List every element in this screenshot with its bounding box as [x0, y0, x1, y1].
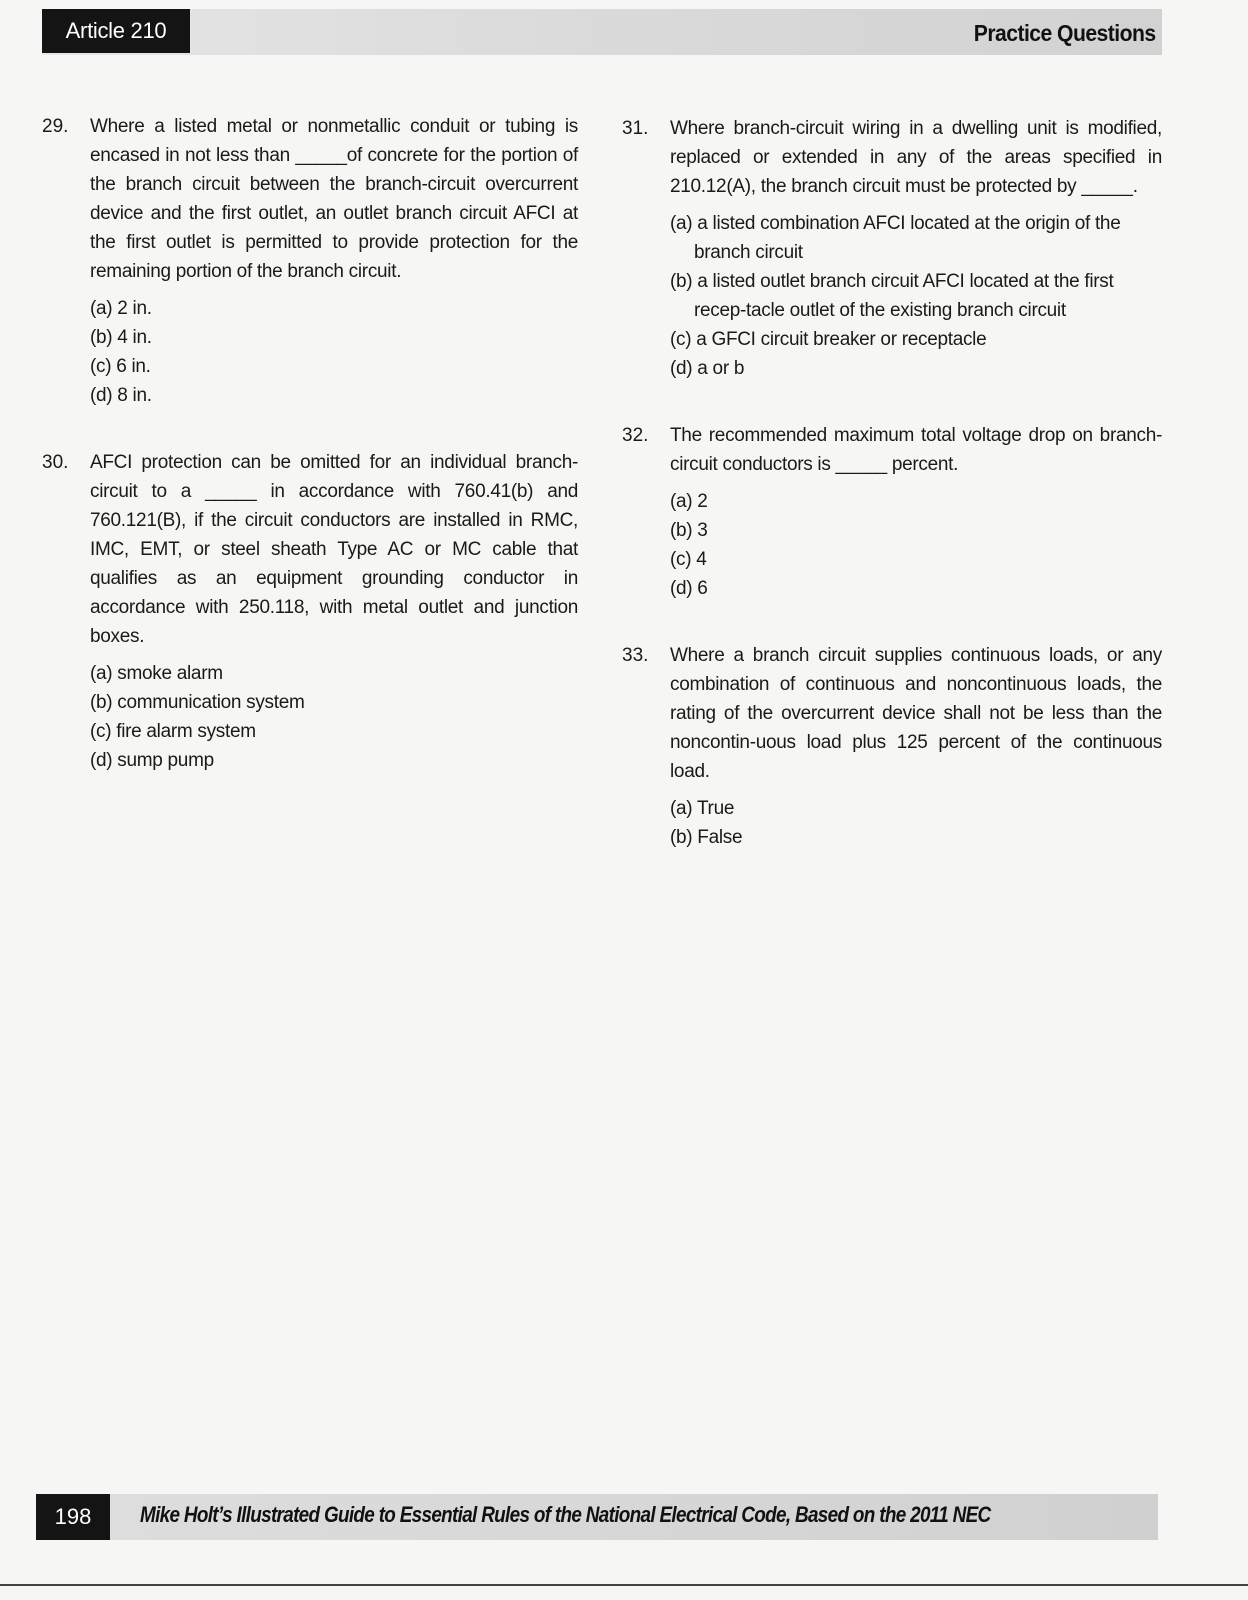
question-number: 31.: [622, 118, 649, 139]
question-number: 30.: [42, 452, 69, 473]
answer-option: (b) 3: [670, 520, 708, 541]
answer-options: [670, 209, 1162, 383]
right-column: [622, 114, 1162, 890]
answer-option: (a) 2 in.: [90, 298, 152, 319]
answer-option: (d) 8 in.: [90, 385, 152, 406]
question-33: [622, 641, 1162, 852]
article-label: Article 210: [42, 9, 190, 53]
answer-options: [670, 487, 1162, 603]
answer-option: (c) a GFCI circuit breaker or receptacle: [670, 329, 987, 350]
question-number: 32.: [622, 425, 649, 446]
answer-options: [90, 294, 578, 410]
answer-option: (b) a listed outlet branch circuit AFCI located at the first recep-tacle outlet of the existing branch circuit: [670, 271, 1114, 321]
answer-option: (b) communication system: [90, 692, 305, 713]
answer-option: (b) False: [670, 827, 743, 848]
question-text: Where a listed metal or nonmetallic conduit or tubing is encased in not less than _____of concrete for the portion of the branch circuit between the branch-circuit overcurrent device and the first outlet, an outlet branch circuit AFCI at the first outlet is permitted to provide protection for the remaining portion of the branch circuit.: [90, 116, 578, 282]
question-text: Where branch-circuit wiring in a dwelling unit is modified, replaced or extended in any of the areas specified in 210.12(A), the branch circuit must be protected by _____.: [670, 118, 1162, 197]
answer-option: (a) smoke alarm: [90, 663, 223, 684]
question-29: [42, 112, 578, 410]
page-number: 198: [36, 1494, 110, 1540]
answer-option: (a) True: [670, 798, 735, 819]
question-text: The recommended maximum total voltage drop on branch-circuit conductors is _____ percent.: [670, 425, 1162, 475]
answer-options: [90, 659, 578, 775]
answer-option: (c) 4: [670, 549, 707, 570]
answer-options: [670, 794, 1162, 852]
question-32: [622, 421, 1162, 603]
answer-option: (d) 6: [670, 578, 708, 599]
question-text: AFCI protection can be omitted for an individual branch-circuit to a _____ in accordance with 760.41(b) and 760.121(B), if the circuit conductors are installed in RMC, IMC, EMT, or steel sheath Type AC or MC cable that qualifies as an equipment grounding conductor in accordance with 250.118, with metal outlet and junction boxes.: [90, 452, 578, 647]
answer-option: (a) 2: [670, 491, 708, 512]
question-30: [42, 448, 578, 775]
answer-option: (b) 4 in.: [90, 327, 152, 348]
answer-option: (d) sump pump: [90, 750, 214, 771]
section-title: Practice Questions: [974, 20, 1156, 46]
left-column: [42, 112, 578, 813]
answer-option: (d) a or b: [670, 358, 745, 379]
answer-option: (c) 6 in.: [90, 356, 151, 377]
question-31: [622, 114, 1162, 383]
answer-option: (c) fire alarm system: [90, 721, 256, 742]
question-text: Where a branch circuit supplies continuous loads, or any combination of continuous and noncontinuous loads, the rating of the overcurrent device shall not be less than the noncontin-uous load plus 125 percent of the continuous load.: [670, 645, 1162, 782]
page-edge-rule: [0, 1584, 1248, 1586]
question-number: 29.: [42, 116, 69, 137]
question-number: 33.: [622, 645, 649, 666]
book-title: Mike Holt’s Illustrated Guide to Essential Rules of the National Electrical Code, Based on the 2011 NEC: [140, 1502, 991, 1527]
answer-option: (a) a listed combination AFCI located at the origin of the branch circuit: [670, 213, 1121, 263]
